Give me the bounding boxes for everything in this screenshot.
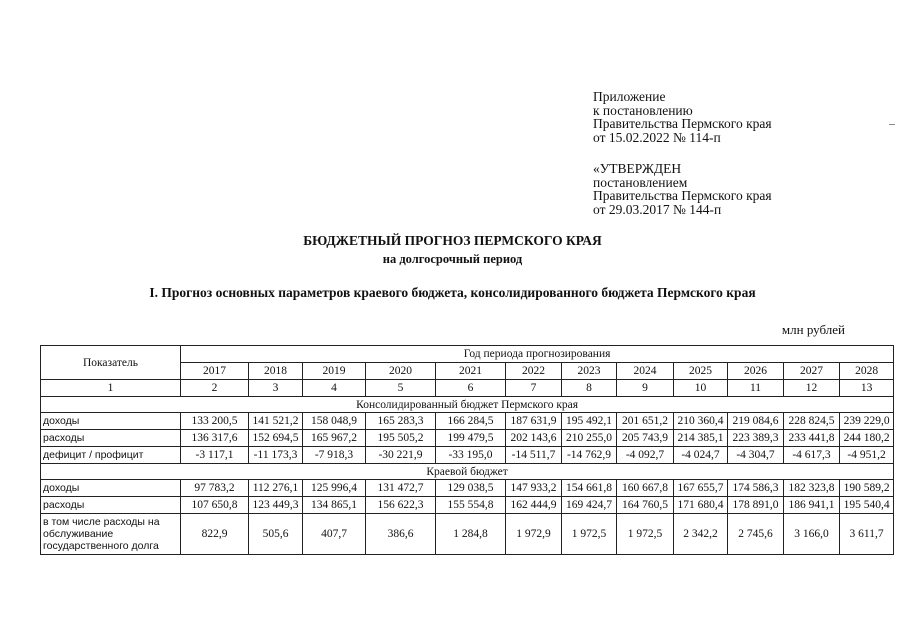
value-cell: 136 317,6	[181, 430, 249, 447]
budget-table	[40, 345, 894, 555]
indicator-header: Показатель	[41, 346, 181, 380]
value-cell: -3 117,1	[181, 447, 249, 464]
value-cell: -4 024,7	[674, 447, 728, 464]
value-cell: 202 143,6	[506, 430, 562, 447]
value-cell: 155 554,8	[436, 497, 506, 514]
column-number: 1	[41, 380, 181, 397]
column-number: 13	[840, 380, 894, 397]
group-title: Краевой бюджет	[41, 464, 894, 480]
approved-line: постановлением	[593, 174, 688, 190]
value-cell: 219 084,6	[728, 413, 784, 430]
value-cell: 223 389,3	[728, 430, 784, 447]
year-header: 2023	[562, 363, 617, 380]
value-cell: 165 967,2	[303, 430, 366, 447]
appendix-line: Приложение	[593, 89, 666, 104]
value-cell: 244 180,2	[840, 430, 894, 447]
value-cell: 210 255,0	[562, 430, 617, 447]
appendix-line: от 15.02.2022 № 114-п	[593, 129, 721, 145]
column-number: 3	[249, 380, 303, 397]
column-number: 9	[617, 380, 674, 397]
value-cell: 210 360,4	[674, 413, 728, 430]
row-label: расходы	[41, 497, 181, 514]
column-number: 10	[674, 380, 728, 397]
group-row	[41, 464, 894, 480]
year-header: 2028	[840, 363, 894, 380]
row-label: дефицит / профицит	[41, 447, 181, 464]
value-cell: 2 745,6	[728, 514, 784, 555]
value-cell: 822,9	[181, 514, 249, 555]
year-header: 2017	[181, 363, 249, 380]
value-cell: 123 449,3	[249, 497, 303, 514]
value-cell: 201 651,2	[617, 413, 674, 430]
value-cell: 1 972,9	[506, 514, 562, 555]
approved-line: Правительства Пермского края	[593, 188, 772, 203]
value-cell: 187 631,9	[506, 413, 562, 430]
document-title: БЮДЖЕТНЫЙ ПРОГНОЗ ПЕРМСКОГО КРАЯ	[303, 233, 602, 248]
value-cell: -30 221,9	[366, 447, 436, 464]
value-cell: 195 492,1	[562, 413, 617, 430]
value-cell: 156 622,3	[366, 497, 436, 514]
value-cell: 1 972,5	[617, 514, 674, 555]
value-cell: 195 505,2	[366, 430, 436, 447]
value-cell: 162 444,9	[506, 497, 562, 514]
table-row	[41, 447, 894, 464]
year-header: 2019	[303, 363, 366, 380]
value-cell: 1 284,8	[436, 514, 506, 555]
value-cell: 164 760,5	[617, 497, 674, 514]
appendix-line: к постановлению	[593, 102, 693, 118]
value-cell: 199 479,5	[436, 430, 506, 447]
document-subtitle: на долгосрочный период	[382, 252, 523, 266]
value-cell: 3 611,7	[840, 514, 894, 555]
row-label: доходы	[41, 413, 181, 430]
group-title: Консолидированный бюджет Пермского края	[41, 397, 894, 413]
value-cell: 233 441,8	[784, 430, 840, 447]
value-cell: 171 680,4	[674, 497, 728, 514]
value-cell: 165 283,3	[366, 413, 436, 430]
value-cell: 129 038,5	[436, 480, 506, 497]
year-header: 2021	[436, 363, 506, 380]
value-cell: 107 650,8	[181, 497, 249, 514]
value-cell: 152 694,5	[249, 430, 303, 447]
value-cell: -4 951,2	[840, 447, 894, 464]
value-cell: 174 586,3	[728, 480, 784, 497]
value-cell: 160 667,8	[617, 480, 674, 497]
approved-block	[593, 162, 772, 216]
value-cell: 190 589,2	[840, 480, 894, 497]
value-cell: 186 941,1	[784, 497, 840, 514]
value-cell: 134 865,1	[303, 497, 366, 514]
column-number: 6	[436, 380, 506, 397]
appendix-block	[593, 90, 772, 144]
value-cell: 2 342,2	[674, 514, 728, 555]
column-number: 2	[181, 380, 249, 397]
table-row	[41, 430, 894, 447]
value-cell: 239 229,0	[840, 413, 894, 430]
value-cell: 386,6	[366, 514, 436, 555]
appendix-line: Правительства Пермского края	[593, 116, 772, 131]
value-cell: -33 195,0	[436, 447, 506, 464]
value-cell: 154 661,8	[562, 480, 617, 497]
year-header: 2024	[617, 363, 674, 380]
value-cell: 1 972,5	[562, 514, 617, 555]
value-cell: 125 996,4	[303, 480, 366, 497]
value-cell: 182 323,8	[784, 480, 840, 497]
year-header: 2022	[506, 363, 562, 380]
value-cell: 228 824,5	[784, 413, 840, 430]
year-header: 2026	[728, 363, 784, 380]
column-number: 8	[562, 380, 617, 397]
period-header: Год периода прогнозирования	[181, 346, 894, 363]
row-label: в том числе расходы на обслуживание государственного долга	[41, 514, 181, 555]
value-cell: 169 424,7	[562, 497, 617, 514]
column-number: 11	[728, 380, 784, 397]
year-header: 2025	[674, 363, 728, 380]
value-cell: 133 200,5	[181, 413, 249, 430]
value-cell: 147 933,2	[506, 480, 562, 497]
column-number: 7	[506, 380, 562, 397]
table-row	[41, 514, 894, 555]
value-cell: 112 276,1	[249, 480, 303, 497]
value-cell: -7 918,3	[303, 447, 366, 464]
units-label: млн рублей	[781, 322, 845, 337]
value-cell: -14 762,9	[562, 447, 617, 464]
approved-line: «УТВЕРЖДЕН	[593, 161, 682, 176]
value-cell: 97 783,2	[181, 480, 249, 497]
section-title: I. Прогноз основных параметров краевого бюджета, консолидированного бюджета Пермского края	[149, 285, 756, 300]
value-cell: -4 617,3	[784, 447, 840, 464]
row-label: расходы	[41, 430, 181, 447]
value-cell: 195 540,4	[840, 497, 894, 514]
approved-line: от 29.03.2017 № 144-п	[593, 201, 722, 217]
group-row	[41, 397, 894, 413]
value-cell: 214 385,1	[674, 430, 728, 447]
row-label: доходы	[41, 480, 181, 497]
header-row	[41, 346, 894, 363]
value-cell: -11 173,3	[249, 447, 303, 464]
value-cell: 131 472,7	[366, 480, 436, 497]
value-cell: 3 166,0	[784, 514, 840, 555]
value-cell: 141 521,2	[249, 413, 303, 430]
value-cell: -14 511,7	[506, 447, 562, 464]
table-row	[41, 413, 894, 430]
value-cell: 178 891,0	[728, 497, 784, 514]
value-cell: 166 284,5	[436, 413, 506, 430]
year-header: 2018	[249, 363, 303, 380]
column-number: 4	[303, 380, 366, 397]
table-row	[41, 497, 894, 514]
value-cell: 158 048,9	[303, 413, 366, 430]
value-cell: 205 743,9	[617, 430, 674, 447]
value-cell: -4 304,7	[728, 447, 784, 464]
column-number: 12	[784, 380, 840, 397]
year-header: 2027	[784, 363, 840, 380]
table-row	[41, 480, 894, 497]
year-header: 2020	[366, 363, 436, 380]
column-number-row	[41, 380, 894, 397]
column-number: 5	[366, 380, 436, 397]
value-cell: 167 655,7	[674, 480, 728, 497]
value-cell: -4 092,7	[617, 447, 674, 464]
value-cell: 407,7	[303, 514, 366, 555]
value-cell: 505,6	[249, 514, 303, 555]
table-body	[41, 346, 894, 555]
scan-mark	[889, 124, 895, 125]
